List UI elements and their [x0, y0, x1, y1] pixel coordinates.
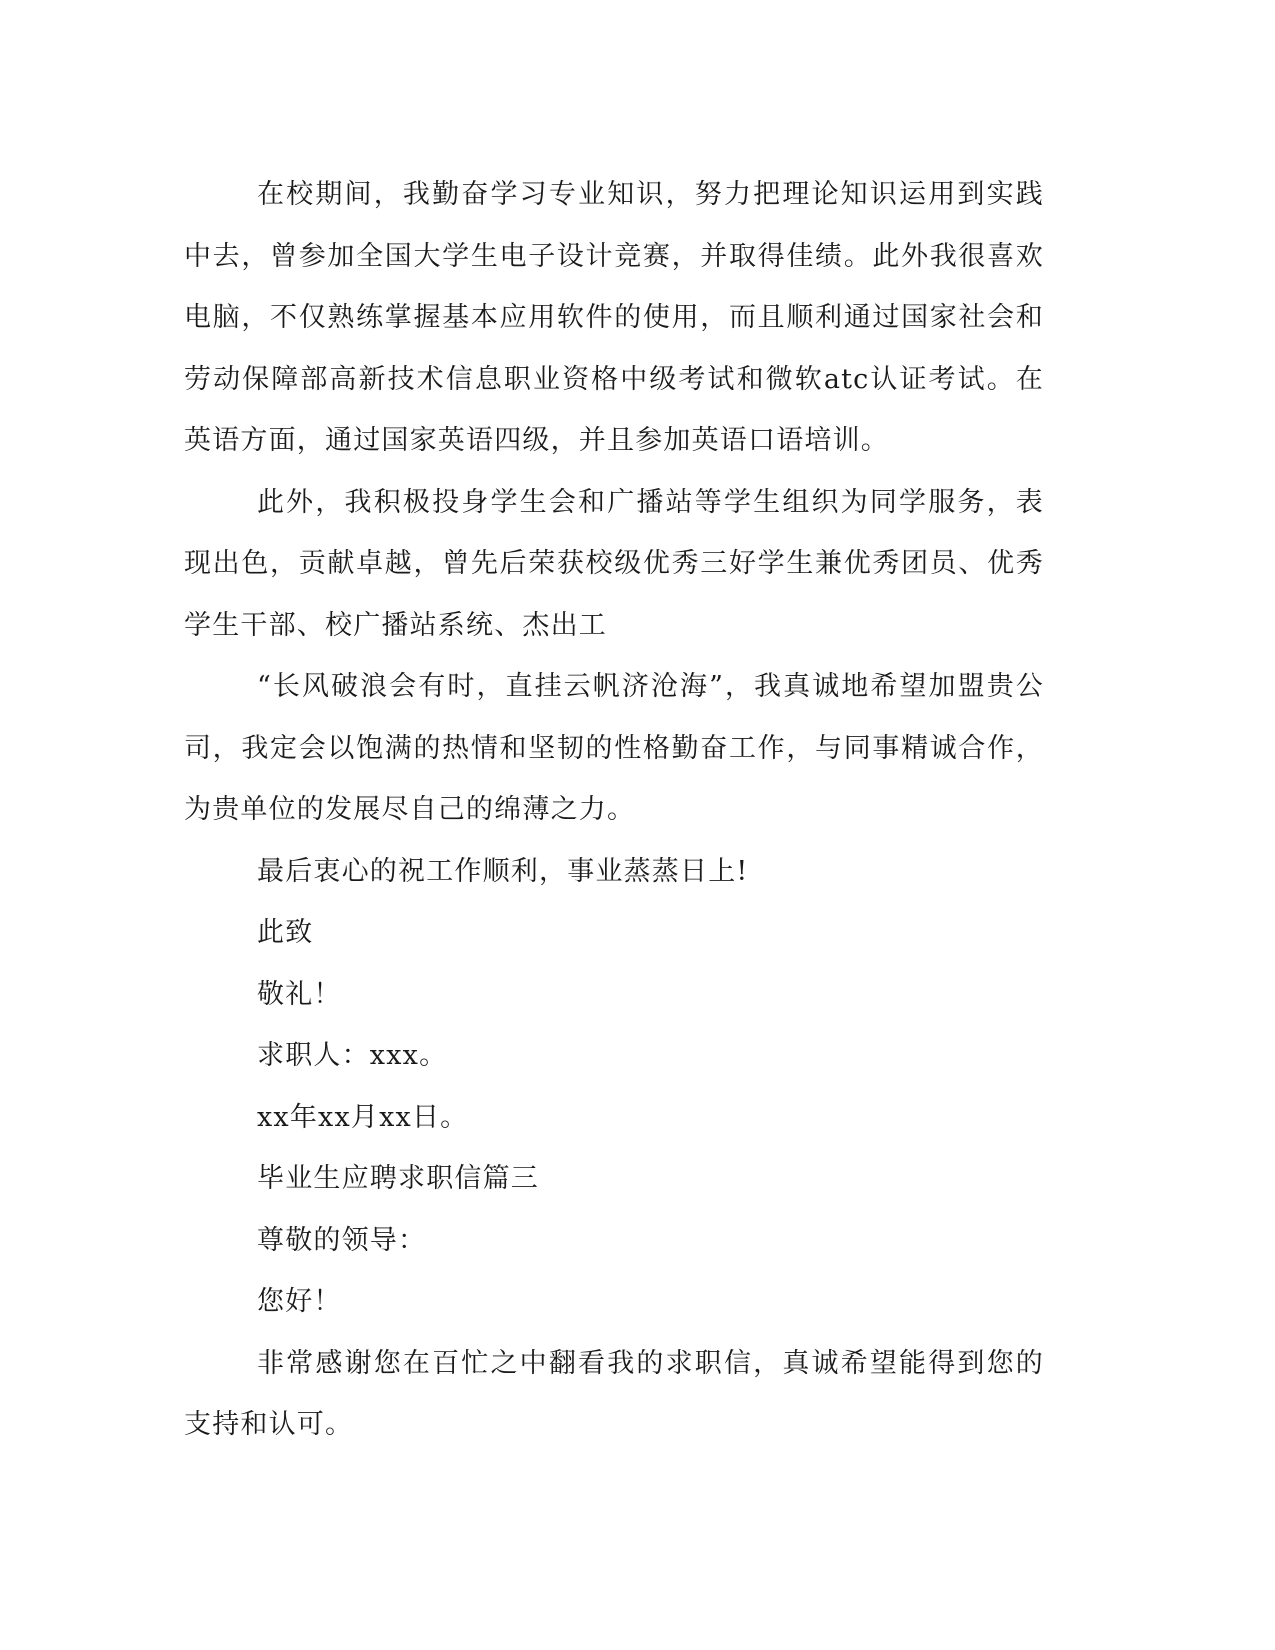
- paragraph-thanks: 非常感谢您在百忙之中翻看我的求职信，真诚希望能得到您的支持和认可。: [184, 1347, 1044, 1440]
- letter-date: xx年xx月xx日。: [257, 1101, 469, 1133]
- paragraph-aspiration: “长风破浪会有时，直挂云帆济沧海”，我真诚地希望加盟贵公司，我定会以饱满的热情和坚韧的性格勤奋工作，与同事精诚合作，为贵单位的发展尽自己的绵薄之力。: [184, 671, 1044, 825]
- applicant-signature: 求职人：xxx。: [257, 1040, 448, 1071]
- greeting-hello: 您好！: [257, 1286, 342, 1317]
- closing-wishes: 最后衷心的祝工作顺利，事业蒸蒸日上!: [257, 855, 749, 887]
- greeting-recipient: 尊敬的领导：: [257, 1224, 427, 1256]
- paragraph-activities: 此外，我积极投身学生会和广播站等学生组织为同学服务，表现出色，贡献卓越，曾先后荣获校级优秀三好学生兼优秀团员、优秀学生干部、校广播站系统、杰出工: [184, 486, 1044, 641]
- letter-body: [184, 164, 1044, 1456]
- section-heading: 毕业生应聘求职信篇三: [257, 1163, 539, 1194]
- salutation-respect: 敬礼！: [257, 978, 342, 1010]
- paragraph-education: 在校期间，我勤奋学习专业知识，努力把理论知识运用到实践中去，曾参加全国大学生电子设计竞赛，并取得佳绩。此外我很喜欢电脑，不仅熟练掌握基本应用软件的使用，而且顺利通过国家社会和劳动保障部高新技术信息职业资格中级考试和微软atc认证考试。在英语方面，通过国家英语四级，并且参加英语口语培训。: [184, 179, 1044, 456]
- salutation-closing: 此致: [257, 917, 314, 948]
